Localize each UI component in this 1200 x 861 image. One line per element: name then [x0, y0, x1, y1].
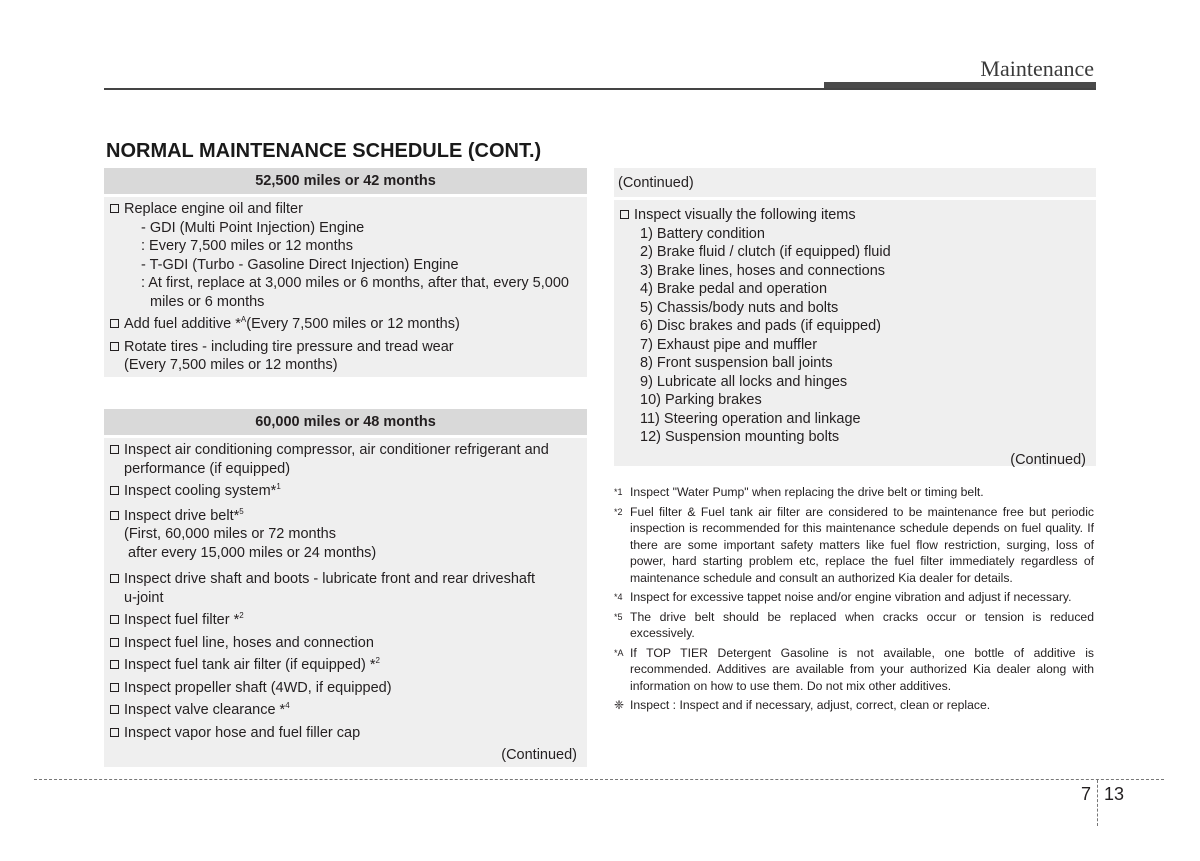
inspection-item: 4) Brake pedal and operation [640, 281, 828, 297]
checkbox-icon [110, 615, 119, 624]
footer-divider [1097, 780, 1098, 826]
list-item: Inspect drive belt*$^5$ (First, 60,000 miles or 72 months after every 15,000 miles or 24 months) [110, 507, 581, 563]
section-title: NORMAL MAINTENANCE SCHEDULE (CONT.) [106, 140, 542, 162]
continued-label: (Continued) [1010, 451, 1086, 468]
list-item: Inspect fuel tank air filter (if equipped) *$^2$ [110, 656, 581, 675]
continued-label: (Continued) [501, 747, 577, 763]
footnote: *2 Fuel filter & Fuel tank air filter are considered to be maintenance free but periodic inspection is recommended for this maintenance schedule depends on fuel quality. If there are some important safety matters like fuel flow restriction, surging, loss of power, hard starting problem etc, replace the fuel filter immediately regardless of maintenance schedule and consult an authorized Kia dealer for details. [614, 504, 1094, 585]
inspection-item: 8) Front suspension ball joints [640, 355, 833, 371]
list-item: Inspect cooling system*$^1$ [110, 482, 581, 501]
running-header: Maintenance [980, 56, 1094, 81]
footer-rule [34, 779, 1164, 780]
footnotes [614, 484, 1094, 717]
list-item: Inspect vapor hose and fuel filler cap [110, 724, 581, 743]
checkbox-icon [110, 705, 119, 714]
checkbox-icon [110, 342, 119, 351]
footnote: *5 The drive belt should be replaced when cracks occur or tension is reduced excessively. [614, 609, 1094, 640]
continued-top: (Continued) [618, 175, 694, 191]
inspection-item: 3) Brake lines, hoses and connections [640, 262, 886, 279]
inspection-item: 10) Parking brakes [640, 392, 762, 408]
panel-heading: 52,500 miles or 42 months [104, 168, 587, 194]
inspection-item: 5) Chassis/body nuts and bolts [640, 299, 839, 316]
inspection-item: 9) Lubricate all locks and hinges [640, 373, 848, 390]
list-item: Inspect visually the following items [620, 206, 1090, 225]
footnote: *1 Inspect "Water Pump" when replacing the drive belt or timing belt. [614, 485, 984, 499]
inspection-item: 6) Disc brakes and pads (if equipped) [640, 318, 881, 334]
list-item: Replace engine oil and filter - GDI (Multi Point Injection) Engine : Every 7,500 miles or 12 months - T-GDI (Turbo - Gasoline Direct Injection) Engine : At first, replace at 3,000 miles or 6 months, after that, every 5,000 miles or 6 months [110, 200, 581, 311]
checkbox-icon [110, 728, 119, 737]
checkbox-icon [110, 660, 119, 669]
checkbox-icon [110, 683, 119, 692]
inspection-item: 7) Exhaust pipe and muffler [640, 336, 818, 353]
list-item: Inspect propeller shaft (4WD, if equipped) [110, 679, 581, 698]
list-item: Rotate tires - including tire pressure and tread wear (Every 7,500 miles or 12 months) [110, 338, 581, 375]
schedule-52500 [104, 168, 587, 377]
schedule-60000 [104, 409, 587, 767]
header-rule [104, 88, 1096, 90]
list-item: Inspect valve clearance *$^4$ [110, 701, 581, 720]
list-item: Inspect fuel line, hoses and connection [110, 634, 581, 653]
list-item: Add fuel additive *$^A$(Every 7,500 miles or 12 months) [110, 315, 581, 334]
inspection-item: 1) Battery condition [640, 225, 765, 242]
panel-heading: 60,000 miles or 48 months [104, 409, 587, 435]
chapter-number: 7 [1081, 784, 1092, 804]
footnote: ❈ Inspect : Inspect and if necessary, adjust, correct, clean or replace. [614, 698, 991, 712]
footnote: *A If TOP TIER Detergent Gasoline is not available, one bottle of additive is recommended. Additives are available from your authorized Kia dealer along with information on how to use them. Do not mix other additives. [614, 645, 1094, 693]
checkbox-icon [110, 638, 119, 647]
checkbox-icon [620, 210, 629, 219]
list-item: Inspect air conditioning compressor, air conditioner refrigerant and performance (if equipped) [110, 441, 581, 478]
page-number: 13 [1104, 784, 1125, 804]
checkbox-icon [110, 486, 119, 495]
checkbox-icon [110, 511, 119, 520]
inspection-item: 11) Steering operation and linkage [640, 410, 861, 427]
inspection-item: 2) Brake fluid / clutch (if equipped) fluid [640, 244, 891, 260]
checkbox-icon [110, 574, 119, 583]
inspection-item: 12) Suspension mounting bolts [640, 429, 840, 445]
schedule-60000-continued [614, 168, 1096, 466]
checkbox-icon [110, 319, 119, 328]
list-item: Inspect drive shaft and boots - lubricate front and rear driveshaft u-joint [110, 570, 581, 607]
checkbox-icon [110, 204, 119, 213]
list-item: Inspect fuel filter *$^2$ [110, 611, 581, 630]
checkbox-icon [110, 445, 119, 454]
footnote: *4 Inspect for excessive tappet noise and/or engine vibration and adjust if necessary. [614, 590, 1072, 604]
